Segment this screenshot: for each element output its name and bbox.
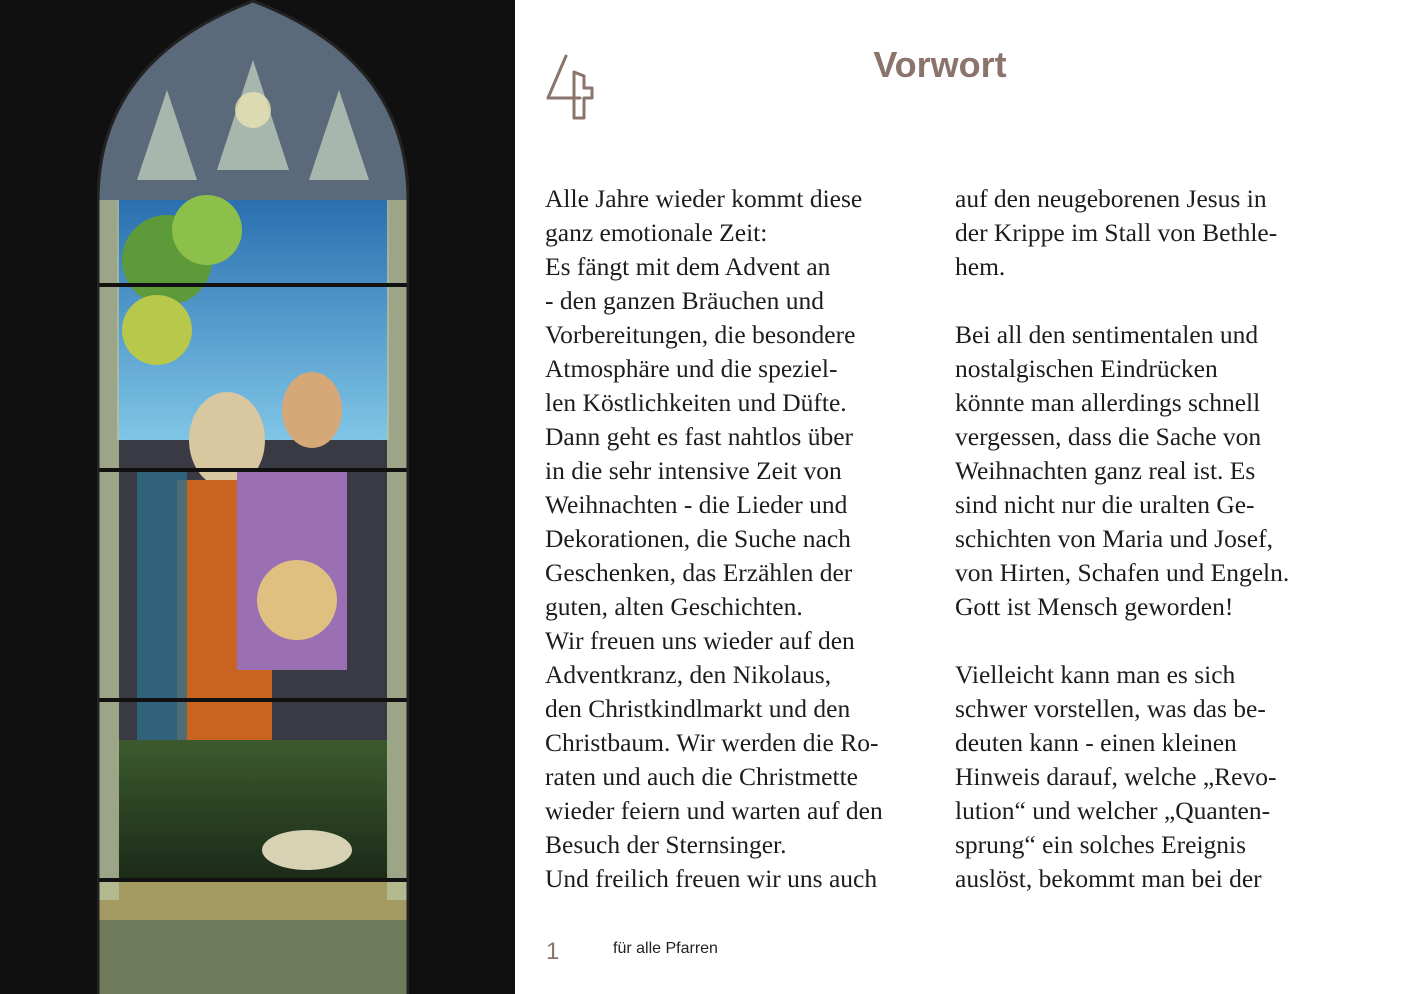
text-line: hem.	[955, 252, 1006, 281]
text-column-left	[545, 182, 930, 896]
text-line: Es fängt mit dem Advent an	[545, 252, 831, 281]
text-line: Atmosphäre und die speziel-	[545, 354, 838, 383]
text-line: Besuch der Sternsinger.	[545, 830, 787, 859]
text-line: Vielleicht kann man es sich	[955, 660, 1236, 689]
text-line: sind nicht nur die uralten Ge-	[955, 490, 1255, 519]
text-line: Bei all den sentimentalen und	[955, 320, 1259, 349]
text-line: - den ganzen Bräuchen und	[545, 286, 824, 315]
page-title: Vorwort	[873, 44, 1007, 85]
text-line: Adventkranz, den Nikolaus,	[545, 660, 832, 689]
text-line: Vorbereitungen, die besondere	[545, 320, 856, 349]
text-line: von Hirten, Schafen und Engeln.	[955, 558, 1290, 587]
text-line: könnte man allerdings schnell	[955, 388, 1261, 417]
text-line: nostalgischen Eindrücken	[955, 354, 1218, 383]
footer-text: für alle Pfarren	[613, 940, 718, 957]
text-line: lution“ und welcher „Quanten-	[955, 796, 1271, 825]
text-line: Dekorationen, die Suche nach	[545, 524, 851, 553]
page-number: 1	[546, 938, 560, 965]
text-line: in die sehr intensive Zeit von	[545, 456, 842, 485]
text-line: deuten kann - einen kleinen	[955, 728, 1237, 757]
stained-glass-window-icon	[97, 0, 409, 994]
text-line: Und freilich freuen wir uns auch	[545, 864, 878, 893]
text-line: Weihnachten ganz real ist. Es	[955, 456, 1256, 485]
text-column-right	[955, 182, 1345, 896]
text-line: sprung“ ein solches Ereignis	[955, 830, 1247, 859]
text-line: Geschenken, das Erzählen der	[545, 558, 853, 587]
text-line: Wir freuen uns wieder auf den	[545, 626, 855, 655]
text-line: Christbaum. Wir werden die Ro-	[545, 728, 879, 757]
text-line: Hinweis darauf, welche „Revo-	[955, 762, 1277, 791]
text-line: Weihnachten - die Lieder und	[545, 490, 848, 519]
text-line: schwer vorstellen, was das be-	[955, 694, 1266, 723]
text-line: ganz emotionale Zeit:	[545, 218, 768, 247]
text-line: wieder feiern und warten auf den	[545, 796, 883, 825]
text-line: guten, alten Geschichten.	[545, 592, 803, 621]
text-line: vergessen, dass die Sache von	[955, 422, 1262, 451]
text-line: der Krippe im Stall von Bethle-	[955, 218, 1278, 247]
text-line: Dann geht es fast nahtlos über	[545, 422, 854, 451]
text-line: den Christkindlmarkt und den	[545, 694, 851, 723]
text-line: Alle Jahre wieder kommt diese	[545, 184, 863, 213]
text-line: auf den neugeborenen Jesus in	[955, 184, 1267, 213]
text-line: schichten von Maria und Josef,	[955, 524, 1273, 553]
text-line: auslöst, bekommt man bei der	[955, 864, 1262, 893]
stylized-4-cross-logo-icon	[544, 52, 596, 124]
text-line: len Köstlichkeiten und Düfte.	[545, 388, 847, 417]
stained-glass-image-panel	[0, 0, 515, 994]
text-line: Gott ist Mensch geworden!	[955, 592, 1234, 621]
text-line: raten und auch die Christmette	[545, 762, 858, 791]
